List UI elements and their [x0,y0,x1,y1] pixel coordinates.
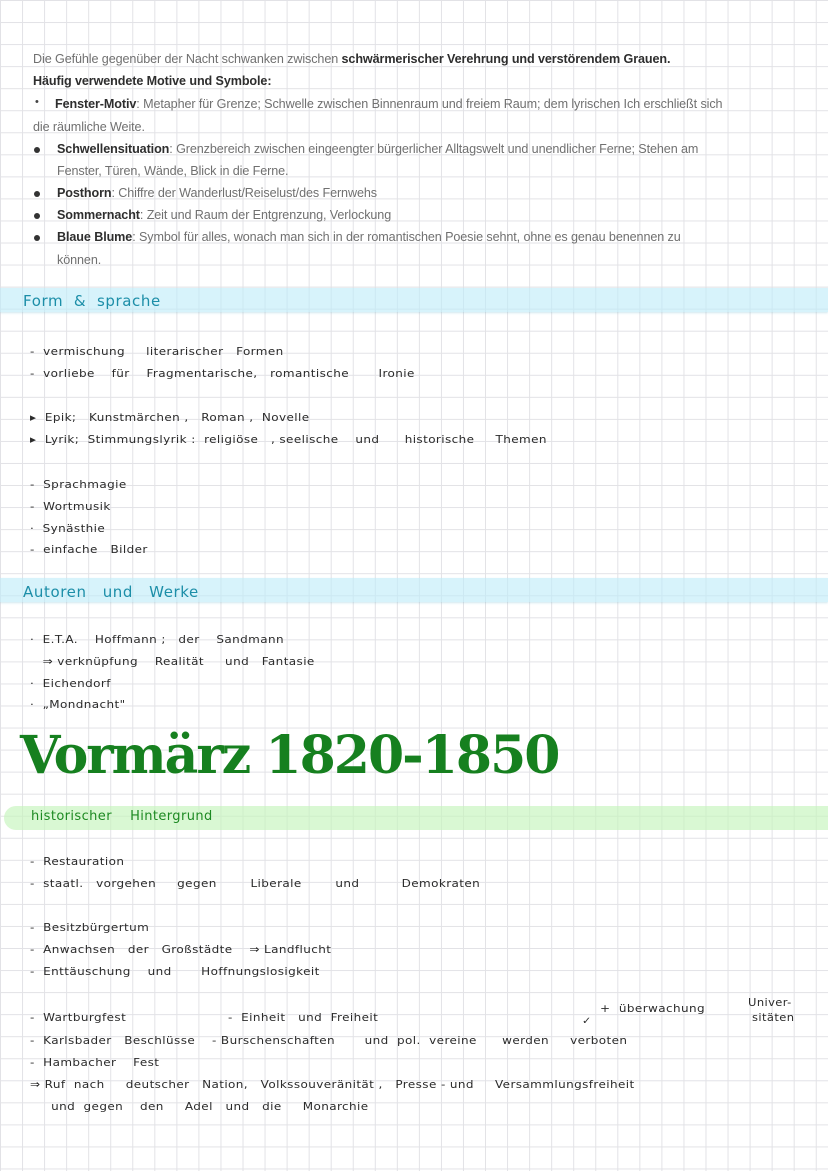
hw-annotation: + überwachung [600,1002,706,1015]
hw-line: · Eichendorf [30,677,111,690]
motif-text: : Chiffre der Wanderlust/Reiselust/des Fernwehs [111,186,377,200]
motif-term: Sommernacht [57,208,140,222]
section-heading: historischer Hintergrund [31,809,213,824]
motif-term: Posthorn [57,186,112,200]
hw-line: - vermischung literarischer Formen [30,345,284,358]
section-heading: Form & sprache [23,292,161,310]
hw-line: · Synästhie [30,522,106,535]
motifs-heading: Häufig verwendete Motive und Symbole: [33,74,272,88]
page-title: Vormärz 1820-1850 [20,725,559,786]
hw-line: - Wartburgfest [30,1011,127,1024]
hw-annotation: sitäten [752,1011,795,1024]
section-heading: Autoren und Werke [23,583,199,601]
hw-line: ▸ Epik; Kunstmärchen , Roman , Novelle [30,411,310,424]
bullet-dot-icon: • [35,96,39,108]
motif-term: Fenster-Motiv [55,97,137,111]
hw-line: - vorliebe für Fragmentarische, romantische Ironie [30,367,415,380]
hw-line: - Enttäuschung und Hoffnungslosigkeit [30,965,320,978]
bullet-dot-icon [34,213,40,219]
motif-term: Schwellensituation [57,142,170,156]
hw-line: - Anwachsen der Großstädte ⇒ Landflucht [30,943,332,956]
hw-line: - Wortmusik [30,500,111,513]
check-mark-icon: ✓ [582,1015,592,1027]
bullet-dot-icon [34,147,40,153]
motif-text-cont: können. [57,253,102,267]
hw-line: - Sprachmagie [30,478,127,491]
hw-line: ▸ Lyrik; Stimmungslyrik : religiöse , seelische und historische Themen [30,433,547,446]
hw-line: - einfache Bilder [30,543,148,556]
motif-text: : Grenzbereich zwischen eingeengter bürgerlicher Alltagswelt und unendlicher Ferne; Stehen am [169,142,699,156]
hw-line: und gegen den Adel und die Monarchie [30,1100,369,1113]
hw-line: - Einheit und Freiheit [228,1011,379,1024]
hw-annotation: Univer- [748,996,792,1009]
motif-item [57,208,391,222]
motif-item [55,97,722,111]
hw-line: - Restauration [30,855,125,868]
motif-text-cont: Fenster, Türen, Wände, Blick in die Ferne. [57,164,289,178]
motif-item [57,186,377,200]
motif-text: : Metapher für Grenze; Schwelle zwischen Binnenraum und freiem Raum; dem lyrischen Ich erschließt sich [136,97,723,111]
hw-line: - Hambacher Fest [30,1056,160,1069]
hw-line: - Karlsbader Beschlüsse - Burschenschaften und pol. vereine werden verboten [30,1034,628,1047]
motif-item [57,142,698,156]
intro-line [33,52,670,66]
hw-line: · „Mondnacht" [30,698,126,711]
motif-term: Blaue Blume [57,230,133,244]
hw-line: ⇒ Ruf nach deutscher Nation, Volkssouveränität , Presse - und Versammlungsfreiheit [30,1078,635,1091]
intro-bold-text: schwärmerischer Verehrung und verstörendem Grauen. [341,52,671,66]
motif-text: : Zeit und Raum der Entgrenzung, Verlockung [139,208,392,222]
hw-line: ⇒ verknüpfung Realität und Fantasie [30,655,315,668]
bullet-dot-icon [34,235,40,241]
motif-text: : Symbol für alles, wonach man sich in der romantischen Poesie sehnt, ohne es genau benennen zu [132,230,681,244]
motif-item [57,230,681,244]
bullet-dot-icon [34,191,40,197]
hw-line: · E.T.A. Hoffmann ; der Sandmann [30,633,285,646]
motif-text-cont: die räumliche Weite. [33,120,145,134]
hw-line: - Besitzbürgertum [30,921,150,934]
intro-plain-text: Die Gefühle gegenüber der Nacht schwanken zwischen [33,52,342,66]
hw-line: - staatl. vorgehen gegen Liberale und Demokraten [30,877,481,890]
